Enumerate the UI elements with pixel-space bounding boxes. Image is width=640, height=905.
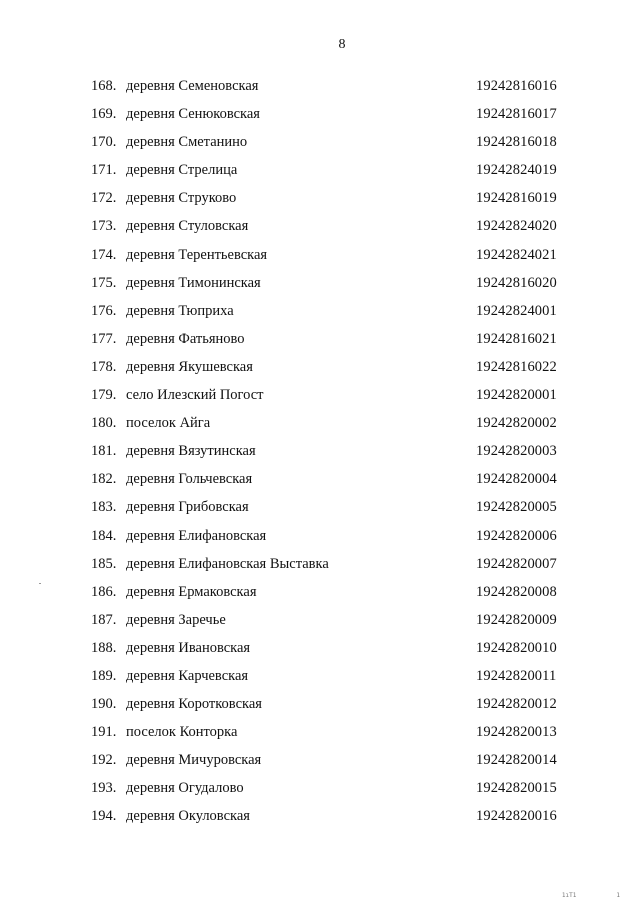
item-number: 174. xyxy=(91,246,117,263)
oktmo-code: 19242820003 xyxy=(476,443,557,460)
settlement-name: деревня Грибовская xyxy=(126,499,249,516)
item-number: 179. xyxy=(91,387,117,404)
margin-mark xyxy=(39,583,41,584)
item-number: 170. xyxy=(91,134,117,151)
oktmo-code: 19242820002 xyxy=(476,415,557,432)
settlement-name: деревня Коротковская xyxy=(126,696,262,713)
settlement-list xyxy=(0,76,640,835)
oktmo-code: 19242824001 xyxy=(476,302,557,319)
settlement-name: деревня Елифановская xyxy=(126,527,267,544)
footer-marks xyxy=(562,892,620,899)
settlement-name: деревня Елифановская Выставка xyxy=(126,555,329,572)
item-number: 173. xyxy=(91,218,117,235)
oktmo-code: 19242816018 xyxy=(476,134,557,151)
list-item xyxy=(0,750,640,778)
list-item xyxy=(0,806,640,834)
item-number: 178. xyxy=(91,358,117,375)
list-item xyxy=(0,610,640,638)
settlement-name: деревня Заречье xyxy=(126,611,226,628)
oktmo-code: 19242816019 xyxy=(476,190,557,207)
oktmo-code: 19242820007 xyxy=(476,555,557,572)
item-number: 194. xyxy=(91,808,117,825)
settlement-name: деревня Огудалово xyxy=(126,780,244,797)
footer-mark-left: 1ıT1 xyxy=(561,892,577,899)
item-number: 182. xyxy=(91,471,117,488)
list-item xyxy=(0,666,640,694)
oktmo-code: 19242820013 xyxy=(476,724,557,741)
list-item xyxy=(0,301,640,329)
list-item xyxy=(0,188,640,216)
oktmo-code: 19242816022 xyxy=(476,358,557,375)
settlement-name: деревня Терентьевская xyxy=(126,246,268,263)
list-item xyxy=(0,526,640,554)
settlement-name: деревня Карчевская xyxy=(126,667,249,684)
settlement-name: деревня Семеновская xyxy=(126,78,259,94)
list-item xyxy=(0,245,640,273)
page-number: 8 xyxy=(338,37,346,52)
item-number: 181. xyxy=(91,443,117,460)
settlement-name: село Илезский Погост xyxy=(126,387,264,404)
list-item xyxy=(0,778,640,806)
list-item xyxy=(0,413,640,441)
list-item xyxy=(0,132,640,160)
settlement-name: деревня Ермаковская xyxy=(126,583,257,600)
settlement-name: деревня Ивановская xyxy=(126,639,251,656)
list-item xyxy=(0,469,640,497)
settlement-name: деревня Окуловская xyxy=(126,808,250,825)
item-number: 169. xyxy=(91,106,117,123)
settlement-name: поселок Айга xyxy=(126,415,211,432)
oktmo-code: 19242816021 xyxy=(476,330,557,347)
settlement-name: деревня Мичуровская xyxy=(126,752,262,769)
oktmo-code: 19242820001 xyxy=(476,387,557,404)
oktmo-code: 19242816020 xyxy=(476,274,557,291)
item-number: 171. xyxy=(91,162,117,179)
oktmo-code: 19242820012 xyxy=(476,696,557,713)
settlement-name: деревня Вязутинская xyxy=(126,443,256,460)
oktmo-code: 19242820014 xyxy=(476,752,557,769)
settlement-name: деревня Сметанино xyxy=(126,134,248,151)
settlement-name: деревня Фатьяново xyxy=(126,330,245,347)
oktmo-code: 19242820009 xyxy=(476,611,557,628)
item-number: 175. xyxy=(91,274,117,291)
list-item xyxy=(0,638,640,666)
settlement-name: поселок Конторка xyxy=(126,724,238,741)
oktmo-code: 19242820004 xyxy=(476,471,557,488)
settlement-name: деревня Сенюковская xyxy=(126,106,260,123)
oktmo-code: 19242820011 xyxy=(476,667,557,684)
item-number: 189. xyxy=(91,667,117,684)
item-number: 185. xyxy=(91,555,117,572)
item-number: 184. xyxy=(91,527,117,544)
list-item xyxy=(0,694,640,722)
item-number: 172. xyxy=(91,190,117,207)
oktmo-code: 19242820016 xyxy=(476,808,557,825)
list-item xyxy=(0,582,640,610)
item-number: 177. xyxy=(91,330,117,347)
settlement-name: деревня Гольчевская xyxy=(126,471,253,488)
item-number: 193. xyxy=(91,780,117,797)
list-item xyxy=(0,273,640,301)
oktmo-code: 19242824021 xyxy=(476,246,557,263)
item-number: 168. xyxy=(91,78,117,94)
oktmo-code: 19242820010 xyxy=(476,639,557,656)
item-number: 188. xyxy=(91,639,117,656)
item-number: 191. xyxy=(91,724,117,741)
settlement-name: деревня Струково xyxy=(126,190,237,207)
list-item xyxy=(0,722,640,750)
item-number: 176. xyxy=(91,302,117,319)
oktmo-code: 19242820006 xyxy=(476,527,557,544)
oktmo-code: 19242820015 xyxy=(476,780,557,797)
list-item xyxy=(0,160,640,188)
item-number: 183. xyxy=(91,499,117,516)
oktmo-code: 19242816017 xyxy=(476,106,557,123)
item-number: 187. xyxy=(91,611,117,628)
settlement-name: деревня Якушевская xyxy=(126,358,253,375)
item-number: 180. xyxy=(91,415,117,432)
list-item xyxy=(0,441,640,469)
settlement-name: деревня Тюприха xyxy=(126,302,234,319)
list-item xyxy=(0,76,640,104)
oktmo-code: 19242820008 xyxy=(476,583,557,600)
settlement-name: деревня Стрелица xyxy=(126,162,238,179)
list-item xyxy=(0,104,640,132)
settlement-name: деревня Стуловская xyxy=(126,218,249,235)
item-number: 190. xyxy=(91,696,117,713)
list-item xyxy=(0,357,640,385)
oktmo-code: 19242824019 xyxy=(476,162,557,179)
oktmo-code: 19242824020 xyxy=(476,218,557,235)
list-item xyxy=(0,329,640,357)
footer-mark-right: 1 xyxy=(616,892,620,899)
item-number: 192. xyxy=(91,752,117,769)
oktmo-code: 19242816016 xyxy=(476,78,557,94)
oktmo-code: 19242820005 xyxy=(476,499,557,516)
list-item xyxy=(0,385,640,413)
settlement-name: деревня Тимонинская xyxy=(126,274,261,291)
item-number: 186. xyxy=(91,583,117,600)
list-item xyxy=(0,554,640,582)
list-item xyxy=(0,497,640,525)
list-item xyxy=(0,216,640,244)
